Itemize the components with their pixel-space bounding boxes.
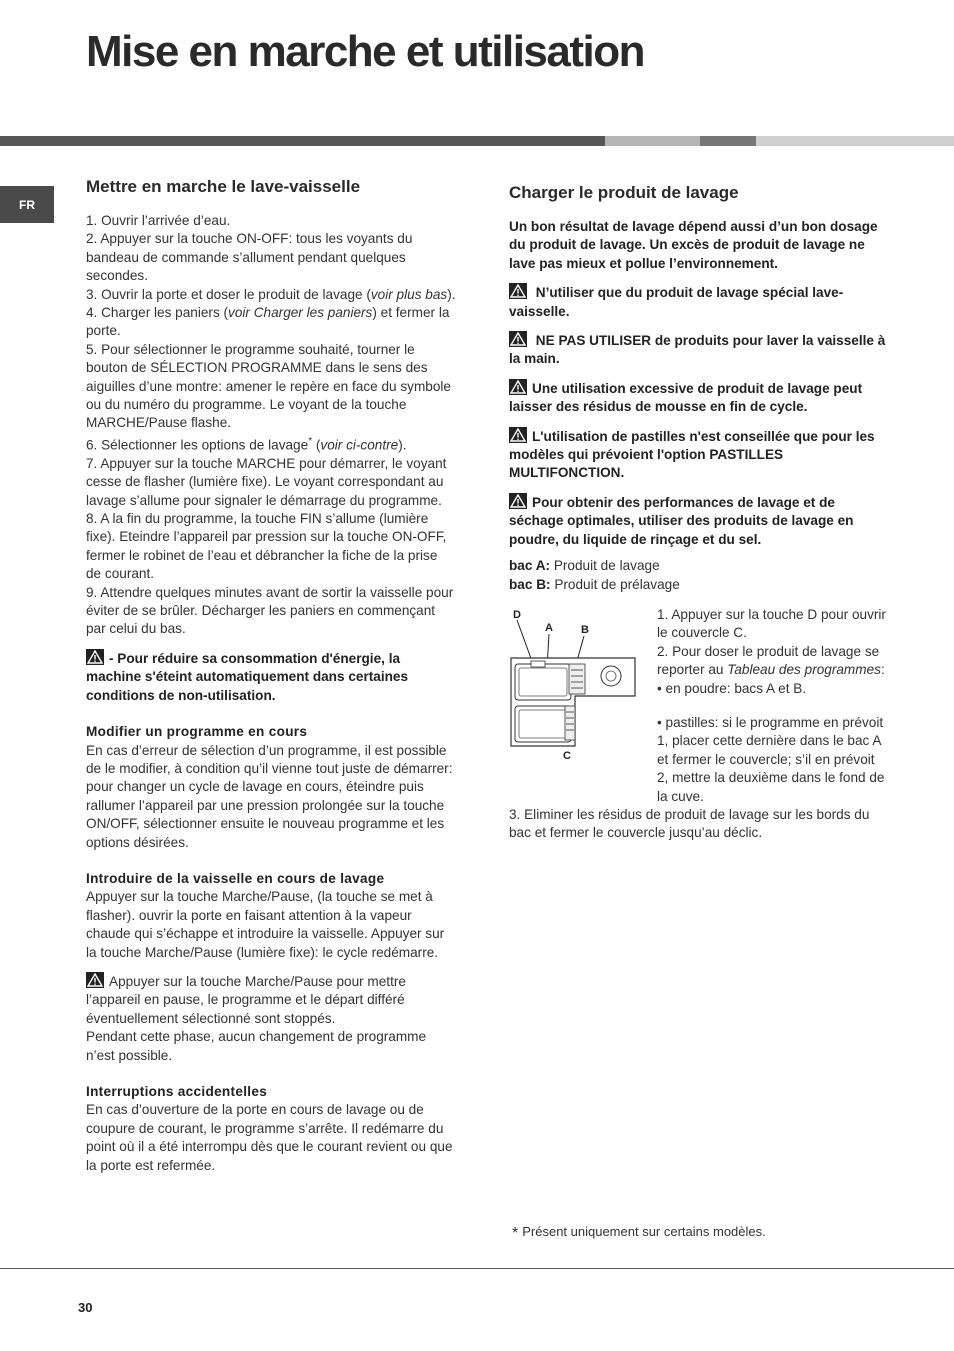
step-1: 1. Ouvrir l’arrivée d’eau.: [86, 213, 231, 228]
bullet-powder: • en poudre: bacs A et B.: [657, 680, 807, 696]
warning-icon: [509, 331, 527, 347]
interrupt-heading: Interruptions accidentelles: [86, 1084, 268, 1099]
introduce-text: Appuyer sur la touche Marche/Pause, (la touche se met à flasher). ouvrir la porte en faisant attention à la vapeur chaude qui s’échappe et introduire la vaisselle. Appuyer sur la touche Marche/Pause (lumière fixe): le cycle redémarre.: [86, 889, 445, 960]
step-7: 7. Appuyer sur la touche MARCHE pour démarrer, le voyant cesse de flasher (lumière fixe). Le voyant correspondant au lavage s’allume pour signaler le démarrage du programme.: [86, 455, 447, 508]
step-4: 4. Charger les paniers (voir Charger les paniers) et fermer la porte.: [86, 305, 450, 339]
pause-warning: Appuyer sur la touche Marche/Pause pour mettre l’appareil en pause, le programme et le départ différé éventuellement sélectionné sont stoppés.: [86, 973, 406, 1026]
label-a: A: [545, 621, 553, 634]
label-d: D: [513, 608, 521, 621]
step-5: 5. Pour sélectionner le programme souhaité, tourner le bouton de SÉLECTION PROGRAMME dans le sens des aiguilles d’une montre: amener le repère en face du symbole ou du numéro du programme. Le voyant de la touche MARCHE/Pause flashe.: [86, 341, 451, 431]
header-band-dark: [0, 136, 605, 146]
section-heading-detergent: Charger le produit de lavage: [509, 183, 739, 202]
right-column: [509, 182, 887, 843]
instruction-3: 3. Eliminer les résidus de produit de lavage sur les bords du bac et fermer le couvercle jusqu’au déclic.: [509, 806, 870, 841]
step-8: 8. A la fin du programme, la touche FIN s’allume (lumière fixe). Eteindre l’appareil par pression sur la touche ON-OFF, fermer le robinet de l’eau et débrancher la fiche de la prise de courant.: [86, 511, 447, 582]
page-title: Mise en marche et utilisation: [86, 27, 644, 76]
left-column: [86, 176, 456, 1175]
bac-a-line: bac A: Produit de lavage: [509, 558, 660, 574]
label-b: B: [581, 623, 589, 636]
footer-rule: [0, 1268, 954, 1269]
label-c: C: [563, 749, 571, 762]
pause-note: Pendant cette phase, aucun changement de programme n’est possible.: [86, 1029, 427, 1063]
header-band-mid: [700, 136, 756, 146]
instruction-2: 2. Pour doser le produit de lavage se reporter au Tableau des programmes:: [657, 643, 885, 678]
interrupt-text: En cas d’ouverture de la porte en cours de lavage ou de coupure de courant, le programme s’arrête. Il redémarre du point où il a été interrompu dès que le courant revient ou que la porte est refermée.: [86, 1102, 453, 1173]
modify-text: En cas d’erreur de sélection d’un programme, il est possible de le modifier, à condition qu’il vienne tout juste de démarrer: pour changer un cycle de lavage en cours, éteindre puis rallumer l’appareil par une pression prolongée sur la touche ON/OFF, sélectionner ensuite le nouveau programme et les options désirées.: [86, 742, 453, 850]
detergent-intro: Un bon résultat de lavage dépend aussi d’un bon dosage du produit de lavage. Un excès de produit de lavage ne lave pas mieux et pollue l’environnement.: [509, 219, 878, 271]
header-band-pale: [756, 136, 954, 146]
language-tab: FR: [0, 186, 54, 223]
detergent-warning-1: N’utiliser que du produit de lavage spécial lave-vaisselle.: [509, 285, 844, 319]
warning-icon: [86, 972, 104, 988]
footnote: * Présent uniquement sur certains modèles.: [512, 1224, 766, 1242]
detergent-warning-2: NE PAS UTILISER de produits pour laver la vaisselle à la main.: [509, 333, 886, 367]
warning-icon: [509, 427, 527, 443]
step-3: 3. Ouvrir la porte et doser le produit de lavage (voir plus bas).: [86, 286, 456, 302]
warning-icon: [509, 493, 527, 509]
instruction-1: 1. Appuyer sur la touche D pour ouvrir le couvercle C.: [657, 606, 886, 641]
step-9: 9. Attendre quelques minutes avant de sortir la vaisselle pour éviter de se brûler. Décharger les paniers en commençant par celui du bas.: [86, 584, 454, 637]
step-6: 6. Sélectionner les options de lavage* (voir ci-contre).: [86, 435, 407, 453]
detergent-warning-4: L'utilisation de pastilles n'est conseillée que pour les modèles qui prévoient l'option PASTILLES MULTIFONCTION.: [509, 428, 875, 481]
section-heading-start: Mettre en marche le lave-vaisselle: [86, 177, 361, 196]
modify-heading: Modifier un programme en cours: [86, 724, 308, 740]
energy-warning: - Pour réduire sa consommation d'énergie, la machine s'éteint automatiquement dans certaines conditions de non-utilisation.: [86, 650, 409, 703]
detergent-dispenser-diagram: [509, 606, 657, 766]
page-number: 30: [78, 1300, 93, 1315]
detergent-warning-3: Une utilisation excessive de produit de lavage peut laisser des résidus de mousse en fin de cycle.: [509, 380, 863, 415]
header-band-light: [605, 136, 700, 146]
introduce-heading: Introduire de la vaisselle en cours de lavage: [86, 870, 385, 886]
warning-icon: [86, 649, 104, 665]
warning-icon: [509, 379, 527, 395]
step-2: 2. Appuyer sur la touche ON-OFF: tous les voyants du bandeau de commande s’allument pendant quelques secondes.: [86, 231, 413, 284]
bac-b-line: bac B: Produit de prélavage: [509, 576, 680, 592]
warning-icon: [509, 283, 527, 299]
detergent-warning-5: Pour obtenir des performances de lavage et de séchage optimales, utiliser des produits de lavage en poudre, du liquide de rinçage et du sel.: [509, 494, 854, 547]
bullet-tablets: • pastilles: si le programme en prévoit 1, placer cette dernière dans le bac A et fermer le couvercle; s’il en prévoit 2, mettre la deuxième dans le fond de la cuve.: [657, 714, 885, 804]
